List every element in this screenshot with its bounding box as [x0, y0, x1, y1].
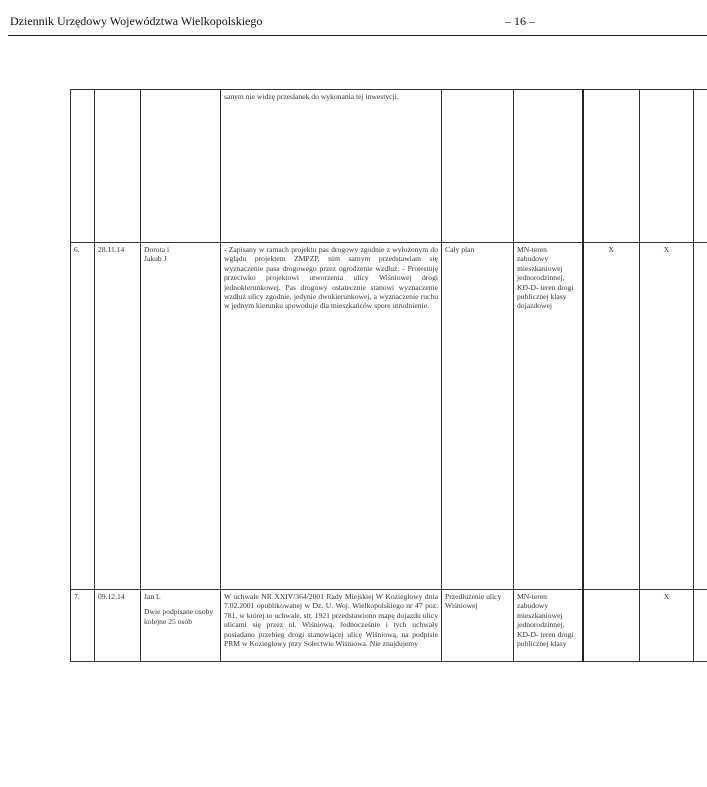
name-line: Dorota i	[144, 245, 170, 254]
cell-extra	[694, 90, 707, 243]
table-row-continuation	[71, 90, 707, 243]
page-number: – 16 –	[505, 14, 535, 28]
cell-extra	[694, 243, 707, 590]
header-rule	[8, 35, 707, 36]
name-line: Dwie podpisane osoby kolejne 25 osób	[144, 607, 214, 626]
cell-description: sanym nie widzę przesłanek do wykonania tej inwestycji.	[221, 90, 442, 243]
cell-designation: MN-teren zabudowy mieszkaniowej jednorodzinnej, KD-D- teren drogi publicznej klasy	[514, 590, 583, 662]
cell-area	[442, 90, 514, 243]
cell-area: Przedłużenie ulicy Wiśniowej	[442, 590, 514, 662]
cell-lp: 6.	[71, 243, 95, 590]
cell-name	[141, 243, 221, 590]
cell-name	[141, 590, 221, 662]
cell-lp	[71, 90, 95, 243]
cell-designation: MN-teren zabudowy mieszkaniowej jednorodzinnej, KD-D- teren drogi publicznej klasy dojazdowej	[514, 243, 583, 590]
name-line: Jan L	[144, 592, 161, 601]
cell-mark1	[583, 90, 640, 243]
cell-mark2: X	[640, 590, 694, 662]
cell-date: 28.11.14	[95, 243, 141, 590]
cell-description: W uchwale NR XXIV/364/2001 Rady Miejskiej W Koziegłowy dnia 7.02.2001 opublikowanej w Dz. U. Woj. Wielkopolskiego nr 47 poz. 781, w której to uchwale, stt. 1921 przedstawiono mapę dojazdu ulicy ulicami się przez ul. Wiśniową. Jednocześnie i tych uchwały posiadano przebieg drogi stanowiącej ulicę Wiśniową, na podpisie PRM w Koziegłowy przy Sołectwie Wiśniowa. Nie znajdujemy	[221, 590, 442, 662]
cell-date: 09.12.14	[95, 590, 141, 662]
cell-description: - Zapisany w ramach projektu pas drogowy zgodnie z wyłożonym do wglądu projektem ZMPZP, nim samym przedstawiam się wyznaczenie pasa drogowego przez ogrodzenie wzdłuż. - Protestuję przeciwko projektowi utworzenia ulicy Wiśniowej drogi jednokierunkowej. Pas drogowy ostatecznie stanowi wyznaczenie wzdłuż ulicy zgodnie, jedynie dwukierunkowej, a wyznaczenie ruchu w jednym kierunku spowoduje dla mieszkańców spore utrudnienie.	[221, 243, 442, 590]
cell-mark1: X	[583, 243, 640, 590]
cell-mark1	[583, 590, 640, 662]
table-row	[71, 590, 707, 662]
cell-name	[141, 90, 221, 243]
cell-date	[95, 90, 141, 243]
cell-area: Cały plan	[442, 243, 514, 590]
cell-designation	[514, 90, 583, 243]
table-row	[71, 243, 707, 590]
cell-mark2: X	[640, 243, 694, 590]
cell-mark2	[640, 90, 694, 243]
cell-lp: 7.	[71, 590, 95, 662]
journal-title: Dziennik Urzędowy Województwa Wielkopolskiego	[10, 14, 263, 28]
cell-extra	[694, 590, 707, 662]
remarks-table	[70, 89, 707, 662]
name-line: Jakub J	[144, 254, 167, 264]
